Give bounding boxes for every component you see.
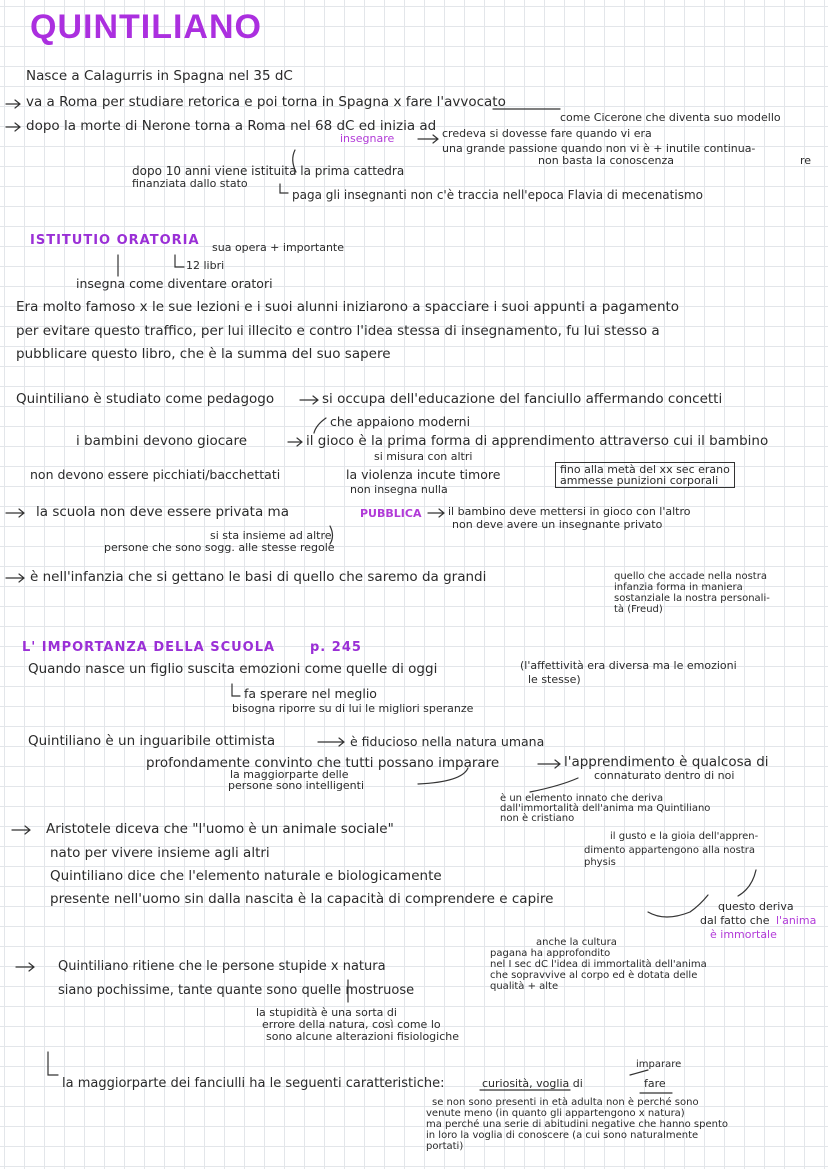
scuola-errore-1: la stupidità è una sorta di (256, 1006, 397, 1019)
pedagogo-violenza: la violenza incute timore (346, 467, 501, 482)
scuola-deriva-1: questo deriva (718, 900, 794, 913)
scuola-fiducioso: è fiducioso nella natura umana (350, 734, 545, 749)
pedagogo-giocare: i bambini devono giocare (76, 433, 248, 449)
section-heading-oratoria: ISTITUTIO ORATORIA (30, 233, 200, 248)
intro-conoscenza: non basta la conoscenza (538, 154, 674, 167)
pedagogo-concetti: si occupa dell'educazione del fanciullo affermando concetti (322, 391, 723, 407)
scuola-nato: nato per vivere insieme agli altri (50, 845, 270, 861)
intro-line-1: Nasce a Calagurris in Spagna nel 35 dC (26, 68, 293, 84)
pedagogo-misura: si misura con altri (374, 450, 473, 463)
scuola-deriva-3: l'anima (776, 914, 817, 927)
scuola-presente: presente nell'uomo sin dalla nascita è la capacità di comprendere e capire (50, 891, 554, 907)
scuola-cultura-3: nel I sec dC l'idea di immortalità dell'anima (490, 959, 707, 970)
arrow-aristotele (12, 826, 30, 834)
intro-passione: una grande passione quando non vi è + inutile continua- (442, 142, 756, 155)
arrow-stupide (16, 963, 34, 971)
oratoria-opera: sua opera + importante (212, 241, 345, 254)
section-heading-scuola: L' IMPORTANZA DELLA SCUOLA (22, 640, 276, 655)
scuola-dice: Quintiliano dice che l'elemento naturale e biologicamente (50, 868, 442, 884)
intro-line-3: dopo la morte di Nerone torna a Roma nel 68 dC ed inizia ad (26, 118, 437, 134)
pedagogo-nulla: non insegna nulla (350, 483, 448, 496)
scuola-fanciulli: la maggiorparte dei fanciulli ha le seguenti caratteristiche: (62, 1076, 445, 1091)
intro-cicerone: come Cicerone che diventa suo modello (560, 111, 781, 124)
pedagogo-pubblica: PUBBLICA (360, 507, 422, 520)
pedagogo-line: Quintiliano è studiato come pedagogo (16, 391, 275, 407)
pedagogo-box-line-2: ammesse punizioni corporali (560, 474, 719, 487)
arrow-va-roma (6, 100, 20, 108)
scuola-cultura-1: anche la cultura (536, 937, 617, 948)
pedagogo-freud-1: quello che accade nella nostra (614, 571, 767, 582)
pedagogo-freud-3: sostanziale la nostra personali- (614, 593, 770, 604)
intro-re: re (800, 154, 812, 167)
pedagogo-persone: persone che sono sogg. alle stesse regole (104, 541, 335, 554)
scuola-adulta-5: portati) (426, 1141, 464, 1152)
pedagogo-bambino: il bambino deve mettersi in gioco con l'altro (448, 505, 691, 518)
intro-line-2: va a Roma per studiare retorica e poi torna in Spagna x fare l'avvocato (26, 94, 506, 110)
arrow-imparare (538, 760, 560, 768)
scuola-fare: fare (644, 1077, 666, 1090)
scuola-cultura-4: che sopravvive al corpo ed è dotata delle (490, 970, 698, 981)
scuola-pochissime: siano pochissime, tante quante sono quelle mostruose (58, 983, 415, 998)
scuola-sperare: fa sperare nel meglio (244, 686, 377, 701)
scuola-innato-1: è un elemento innato che deriva (500, 793, 664, 804)
intro-credeva: credeva si dovesse fare quando vi era (442, 127, 652, 140)
arrow-dopo-morte (6, 123, 20, 131)
pedagogo-box-line-1: fino alla metà del xx sec erano (560, 463, 730, 476)
page-title: QUINTILIANO (30, 8, 262, 46)
scuola-errore-2: errore della natura, così come lo (262, 1018, 441, 1031)
oratoria-para-3: pubblicare questo libro, che è la summa del suo sapere (16, 346, 391, 362)
intro-cattedra-1: dopo 10 anni viene istituita la prima cattedra (132, 164, 405, 178)
scuola-adulta-4: in loro la voglia di conoscere (a cui sono naturalmente (426, 1130, 699, 1141)
curve-moderni (314, 418, 326, 433)
scuola-stesse: le stesse) (528, 673, 581, 686)
scuola-imparare: imparare (636, 1059, 682, 1070)
tick-fare (630, 1070, 648, 1075)
oratoria-para-1: Era molto famoso x le sue lezioni e i suoi alunni iniziarono a spacciare i suoi appunti a pagamento (16, 299, 680, 315)
scuola-adulta-2: venute meno (in quanto gli appartengono x natura) (426, 1108, 685, 1119)
arrow-pedagogo (300, 396, 318, 404)
scuola-cultura-5: qualità + alte (490, 981, 559, 992)
scuola-convinto: profondamente convinto che tutti possano imparare (146, 755, 500, 771)
scuola-stupide: Quintiliano ritiene che le persone stupide x natura (58, 959, 386, 974)
scuola-affettivita: (l'affettività era diversa ma le emozioni (520, 659, 737, 672)
scuola-innato-2: dall'immortalità dell'anima ma Quintiliano (500, 803, 711, 814)
pedagogo-privato: non deve avere un insegnante privato (452, 518, 663, 531)
scuola-cultura-2: pagana ha approfondito (490, 948, 611, 959)
scuola-aristotele: Aristotele diceva che "l'uomo è un animale sociale" (46, 821, 394, 837)
intro-cattedra-2: finanziata dallo stato (132, 177, 248, 190)
brace-deriva (648, 895, 708, 917)
scuola-figlio: Quando nasce un figlio suscita emozioni come quelle di oggi (28, 661, 438, 677)
oratoria-libri: 12 libri (186, 259, 225, 272)
pedagogo-infanzia: è nell'infanzia che si gettano le basi di quello che saremo da grandi (30, 569, 487, 585)
pedagogo-scuola: la scuola non deve essere privata ma (36, 504, 289, 520)
curve-innato (530, 778, 578, 792)
intro-paga: paga gli insegnanti non c'è traccia nell'epoca Flavia di mecenatismo (292, 188, 703, 202)
line-deriva-gusto (738, 870, 756, 896)
scuola-adulta-3: ma perché una serie di abitudini negative che hanno spento (426, 1119, 729, 1130)
pedagogo-note-box (555, 462, 735, 488)
oratoria-insegna: insegna come diventare oratori (76, 276, 273, 291)
scuola-deriva-4: è immortale (710, 928, 777, 941)
arrow-ottimista (318, 738, 344, 746)
scuola-curiosita: curiosità, voglia di (482, 1077, 583, 1090)
scuola-maggiorparte-2: persone sono intelligenti (228, 779, 364, 792)
scuola-apprendimento: l'apprendimento è qualcosa di (564, 754, 769, 770)
bracket-fanciulli (48, 1052, 58, 1075)
arrow-infanzia (6, 574, 24, 582)
arrow-giocare (288, 438, 302, 446)
scuola-gusto-2: dimento appartengono alla nostra (584, 845, 755, 856)
section-page-ref: p. 245 (310, 640, 362, 655)
pedagogo-picchiati: non devono essere picchiati/bacchettati (30, 467, 281, 482)
bracket-libri (175, 255, 184, 267)
bracket-sperare (232, 684, 240, 696)
scuola-adulta-1: se non sono presenti in età adulta non è perché sono (432, 1097, 699, 1108)
scuola-gusto-1: il gusto e la gioia dell'appren- (610, 831, 759, 842)
arrow-scuola (6, 509, 24, 517)
scuola-gusto-3: physis (584, 857, 616, 868)
pedagogo-moderni: che appaiono moderni (330, 414, 471, 429)
scuola-connaturato: connaturato dentro di noi (594, 769, 735, 782)
scuola-maggiorparte-1: la maggiorparte delle (230, 768, 349, 781)
scuola-innato-3: non è cristiano (500, 813, 575, 824)
pedagogo-insieme: si sta insieme ad altre (210, 529, 332, 542)
arrow-pubblica (428, 509, 444, 517)
arrow-insegnare-credeva (418, 135, 438, 143)
intro-insegnare: insegnare (340, 132, 395, 145)
pedagogo-freud-2: infanzia forma in maniera (614, 582, 743, 593)
scuola-riporre: bisogna riporre su di lui le migliori speranze (232, 702, 474, 715)
pedagogo-freud-4: tà (Freud) (614, 604, 663, 615)
scuola-deriva-2: dal fatto che (700, 914, 770, 927)
scuola-ottimista: Quintiliano è un inguaribile ottimista (28, 733, 276, 749)
pedagogo-gioco: il gioco è la prima forma di apprendimento attraverso cui il bambino (306, 433, 769, 449)
bracket-paga (280, 184, 288, 193)
oratoria-para-2: per evitare questo traffico, per lui illecito e contro l'idea stessa di insegnamento, fu lui stesso a (16, 323, 660, 339)
scuola-errore-3: sono alcune alterazioni fisiologiche (266, 1030, 459, 1043)
